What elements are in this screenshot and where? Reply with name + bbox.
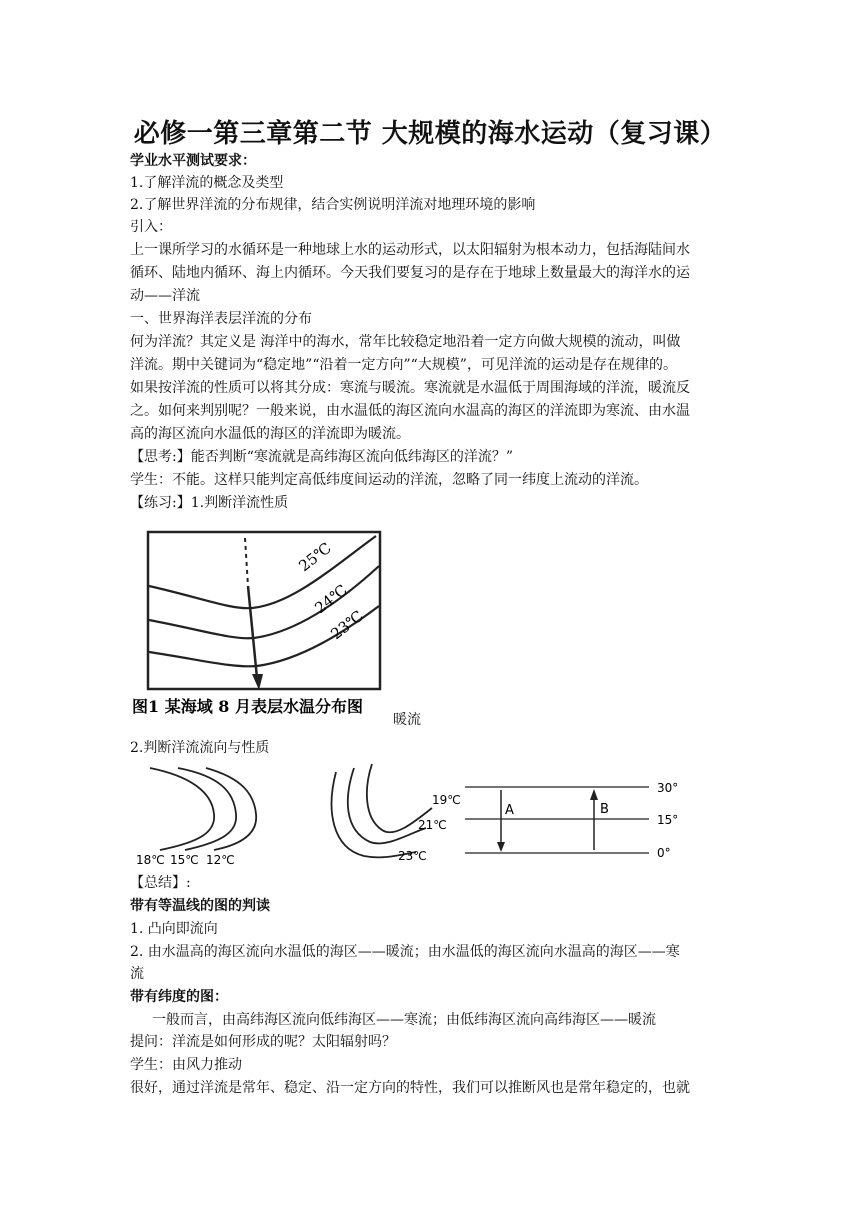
isotherm-label-15: 15℃ [170, 853, 199, 867]
requirements-heading: 学业水平测试要求： [130, 153, 256, 169]
arrow-label-a: A [505, 803, 514, 818]
student-answer-1: 学生：不能。这样只能判定高低纬度间运动的洋流，忽略了同一纬度上流动的洋流。 [130, 472, 648, 488]
definition-line-3: 如果按洋流的性质可以将其分成：寒流与暖流。寒流就是水温低于周围海域的洋流，暖流反 [130, 380, 690, 396]
definition-line-5: 高的海区流向水温低的海区的洋流即为暖流。 [130, 426, 410, 442]
definition-line-4: 之。如何来判别呢？一般来说，由水温低的海区流向水温高的海区的洋流即为寒流、由水温 [130, 403, 690, 419]
isotherm-label-23: 23℃ [398, 849, 427, 863]
arrow-label-b: B [600, 802, 609, 817]
isotherm-label-23: 23℃ [327, 606, 367, 644]
practice-2-heading: 2.判断洋流流向与性质 [130, 740, 270, 756]
isotherm-rule-1: 1. 凸向即流向 [130, 921, 218, 937]
closing-paragraph-line: 很好，通过洋流是常年、稳定、沿一定方向的特性，我们可以推断风也是常年稳定的，也就 [130, 1080, 690, 1096]
summary-heading: 【总结】: [130, 875, 191, 891]
question-line: 提问：洋流是如何形成的呢？太阳辐射吗？ [130, 1034, 396, 1050]
latitude-label-30: 30° [657, 781, 679, 795]
isotherm-label-25: 25℃ [295, 538, 335, 576]
isotherm-label-12: 12℃ [206, 853, 235, 867]
isotherm-label-19: 19℃ [432, 793, 461, 807]
latitude-reading-heading: 带有纬度的图： [130, 989, 228, 1005]
think-question: 【思考:】能否判断“寒流就是高纬海区流向低纬海区的洋流？” [130, 449, 514, 465]
page-title: 必修一第三章第二节 大规模的海水运动（复习课） [133, 119, 727, 149]
figure-2a-isotherms [130, 762, 270, 870]
figure-2b-isotherms [328, 758, 468, 870]
latitude-rule: 一般而言，由高纬海区流向低纬海区——寒流；由低纬海区流向高纬海区——暖流 [152, 1012, 656, 1028]
practice-heading: 【练习:】1.判断洋流性质 [130, 495, 289, 511]
intro-paragraph-line-2: 循环、陆地内循环、海上内循环。今天我们要复习的是存在于地球上数量最大的海洋水的运 [130, 265, 690, 281]
latitude-label-0: 0° [657, 846, 671, 860]
requirement-2: 2.了解世界洋流的分布规律，结合实例说明洋流对地理环境的影响 [130, 197, 536, 213]
definition-line-2: 洋流。期中关键词为“稳定地”“沿着一定方向”“大规模”，可见洋流的运动是存在规律的。 [130, 357, 677, 373]
isotherm-rule-2-line-2: 流 [130, 966, 144, 982]
student-answer-2: 学生：由风力推动 [130, 1057, 242, 1073]
latitude-label-15: 15° [657, 813, 679, 827]
requirement-1: 1.了解洋流的概念及类型 [130, 175, 284, 191]
isotherm-rule-2-line-1: 2. 由水温高的海区流向水温低的海区——暖流；由水温低的海区流向水温高的海区——寒 [130, 944, 680, 960]
figure-1-isotherm-map [132, 528, 384, 718]
section-heading-1: 一、世界海洋表层洋流的分布 [130, 311, 312, 327]
intro-paragraph-line-3: 动——洋流 [130, 288, 200, 304]
isotherm-label-18: 18℃ [136, 853, 165, 867]
intro-label: 引入： [130, 219, 172, 235]
definition-line-1: 何为洋流？其定义是 海洋中的海水，常年比较稳定地沿着一定方向做大规模的流动，叫做 [130, 334, 681, 350]
figure-1-answer: 暖流 [393, 712, 421, 728]
isotherm-reading-heading: 带有等温线的图的判读 [130, 898, 270, 914]
isotherm-label-21: 21℃ [418, 818, 447, 832]
figure-1-caption: 图1 某海域 8 月表层水温分布图 [132, 697, 363, 716]
isotherm-label-24: 24℃ [311, 580, 351, 618]
figure-2c-latitude-diagram [465, 776, 695, 866]
intro-paragraph-line-1: 上一课所学习的水循环是一种地球上水的运动形式，以太阳辐射为根本动力，包括海陆间水 [130, 242, 690, 258]
